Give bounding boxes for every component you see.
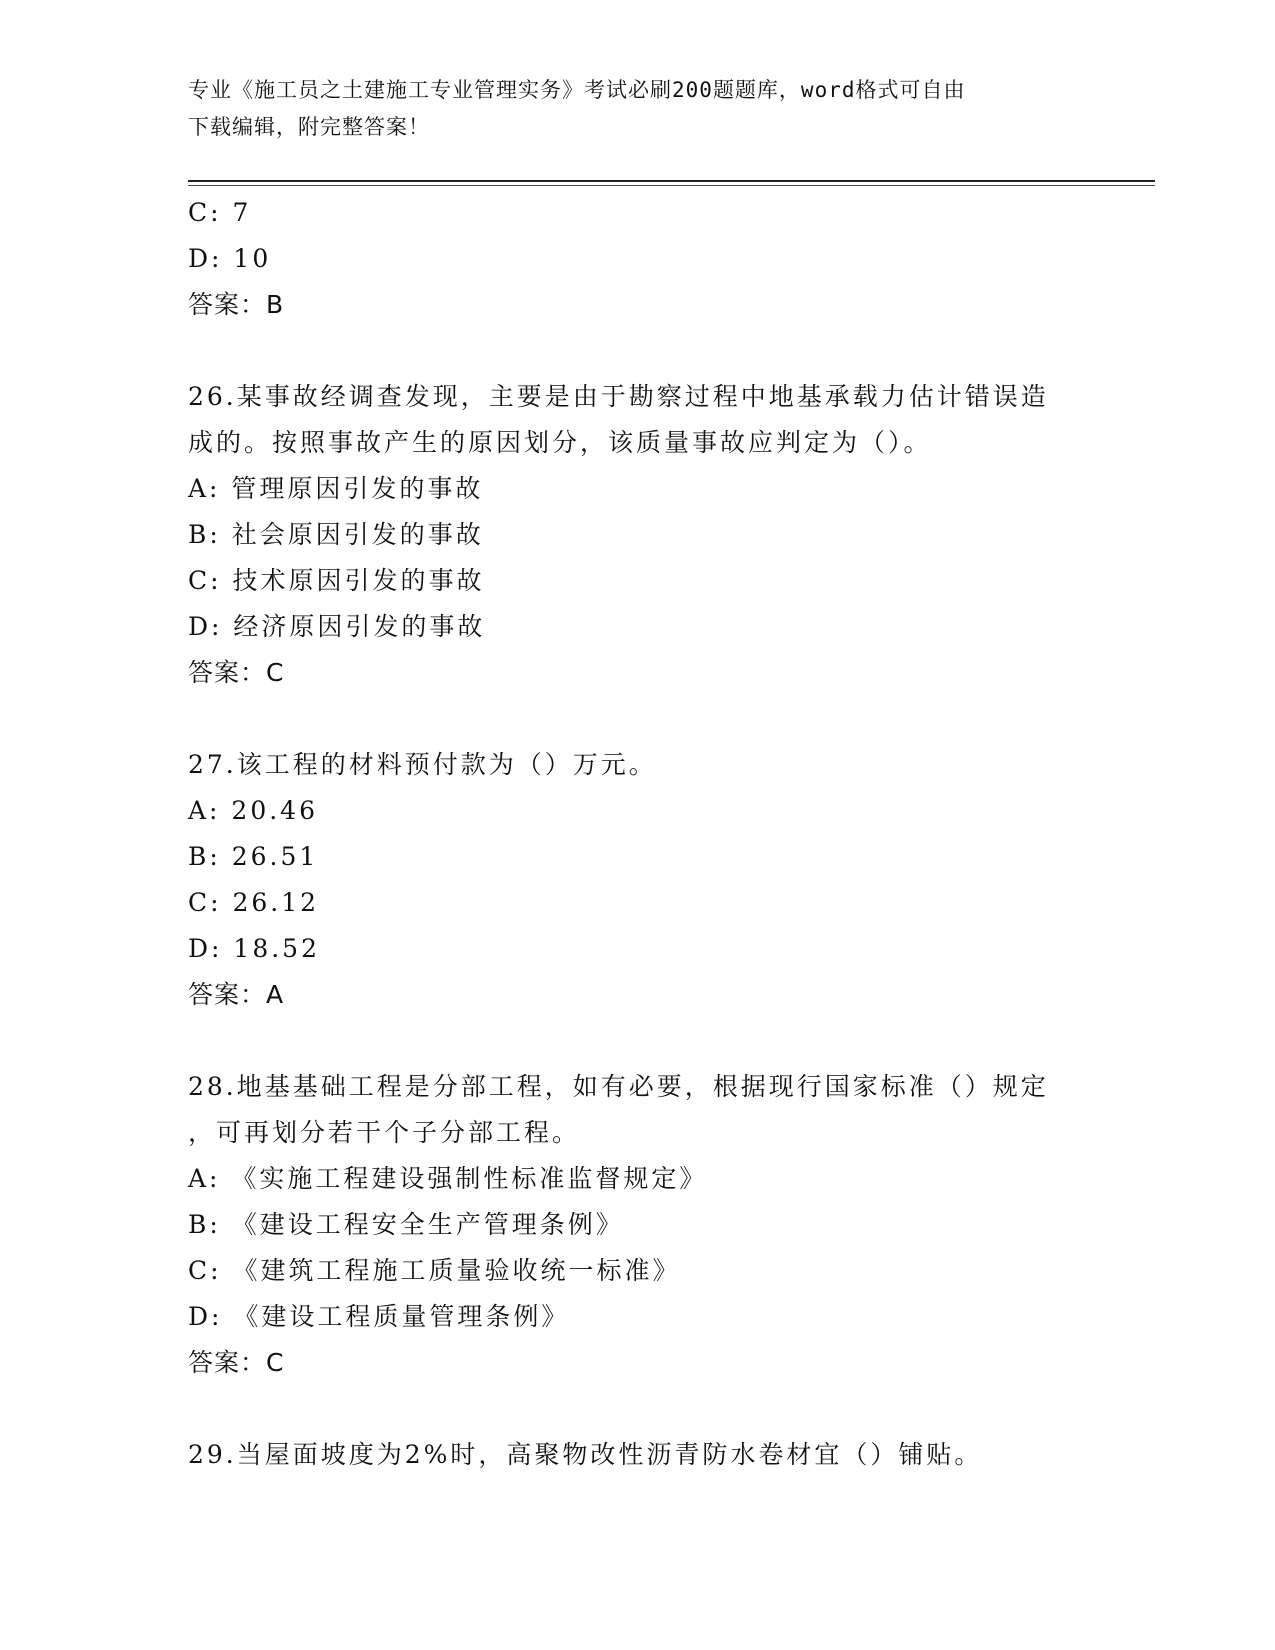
spacer <box>188 328 1088 374</box>
spacer <box>188 1386 1088 1432</box>
option-b: B: 《建设工程安全生产管理条例》 <box>188 1210 624 1239</box>
header-divider-thick <box>188 180 1155 182</box>
option-d: D: 18.52 <box>188 934 320 963</box>
question-25-tail <box>188 190 1088 328</box>
option-d: D: 经济原因引发的事故 <box>188 612 486 641</box>
document-header <box>188 72 1088 146</box>
question-text: 29.当屋面坡度为2%时，高聚物改性沥青防水卷材宜（）铺贴。 <box>188 1440 983 1469</box>
option-c: C: 《建筑工程施工质量验收统一标准》 <box>188 1256 681 1285</box>
question-28 <box>188 1064 1088 1386</box>
question-list <box>188 190 1088 1478</box>
spacer <box>188 1018 1088 1064</box>
header-line-2: 下载编辑，附完整答案！ <box>188 115 430 139</box>
answer-line: 答案：C <box>188 1348 285 1377</box>
question-26 <box>188 374 1088 696</box>
answer-line: 答案：A <box>188 980 285 1009</box>
spacer <box>188 696 1088 742</box>
option-d: D: 10 <box>188 244 272 273</box>
option-c: C: 26.12 <box>188 888 320 917</box>
option-b: B: 26.51 <box>188 842 319 871</box>
question-text: 27.该工程的材料预付款为（）万元。 <box>188 750 657 779</box>
option-c: C: 技术原因引发的事故 <box>188 566 485 595</box>
question-29 <box>188 1432 1088 1478</box>
question-text-cont: 成的。按照事故产生的原因划分，该质量事故应判定为（）。 <box>188 428 932 457</box>
question-text-cont: ，可再划分若干个子分部工程。 <box>188 1118 581 1147</box>
option-a: A: 20.46 <box>188 796 318 825</box>
option-d: D: 《建设工程质量管理条例》 <box>188 1302 570 1331</box>
option-a: A: 《实施工程建设强制性标准监督规定》 <box>188 1164 708 1193</box>
answer-line: 答案：C <box>188 658 285 687</box>
option-c: C: 7 <box>188 198 252 227</box>
answer-line: 答案：B <box>188 290 285 319</box>
option-a: A: 管理原因引发的事故 <box>188 474 484 503</box>
header-divider-thin <box>188 185 1155 186</box>
header-line-1: 专业《施工员之土建施工专业管理实务》考试必刷200题题库，word格式可自由 <box>188 78 966 102</box>
question-text: 28.地基基础工程是分部工程，如有必要，根据现行国家标准（）规定 <box>188 1072 1049 1101</box>
option-b: B: 社会原因引发的事故 <box>188 520 484 549</box>
question-text: 26.某事故经调查发现，主要是由于勘察过程中地基承载力估计错误造 <box>188 382 1049 411</box>
question-27 <box>188 742 1088 1018</box>
